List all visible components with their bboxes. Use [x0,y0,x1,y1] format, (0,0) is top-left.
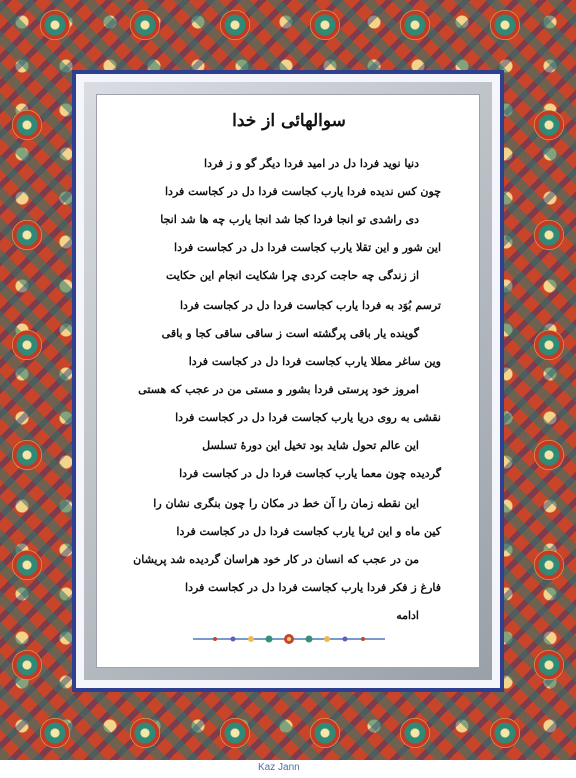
poem-page [96,94,480,668]
poem-line: چون کس ندیده فردا یارب کجاست فردا دل در کجاست فردا [165,185,441,198]
poem-line: این عالم تحول شاید بود تخیل این دورهٔ تسلسل [202,439,419,452]
floral-ornament-icon [534,330,564,360]
poem-line: ترسم بُوَد به فردا یارب کجاست فردا دل در کجاست فردا [179,299,441,312]
floral-ornament-icon [220,10,250,40]
poem-line: امروز خود پرستی فردا بشور و مستی من در عجب که هستی [138,383,419,396]
floral-ornament-icon [534,440,564,470]
floral-ornament-icon [220,718,250,748]
poem-line: من در عجب که انسان در کار خود هراسان گردیده شد پریشان [133,553,419,566]
artist-credit: Kaz Jann [258,762,300,773]
floral-ornament-icon [490,718,520,748]
poem-line: گردیده چون معما یارب کجاست فردا دل در کجاست فردا [179,467,441,480]
poem-line: از زندگی چه حاجت کردی چرا شکایت انجام این حکایت [165,269,419,282]
poem-line: این نقطه زمان را آن خط در مکان را چون بنگری نشان را [153,497,419,510]
poem-line: وین ساغر مطلا یارب کجاست فردا دل در کجاست فردا [188,355,441,368]
poem-line: نقشی به روی دریا یارب کجاست فردا دل در کجاست فردا [175,411,441,424]
floral-ornament-icon [40,718,70,748]
poem-title: سوالهائی از خدا [232,111,346,131]
floral-ornament-icon [130,10,160,40]
poem-line: کین ماه و این ثریا یارب کجاست فردا دل در کجاست فردا [176,525,441,538]
poem-line: فارغ ز فکر فردا یارب کجاست فردا دل در کجاست فردا [185,581,441,594]
floral-ornament-icon [12,110,42,140]
floral-ornament-icon [490,10,520,40]
floral-ornament-icon [310,10,340,40]
continue-label: ادامه [396,609,419,622]
poem-line: دی راشدی تو انجا فردا کجا شد انجا یارب چه ها شد انجا [160,213,419,226]
floral-ornament-icon [534,220,564,250]
floral-ornament-icon [310,718,340,748]
floral-ornament-icon [12,440,42,470]
poem-line: این شور و این تقلا یارب کجاست فردا دل در کجاست فردا [174,241,441,254]
poem-line: گوینده یار باقی پرگشته است ز ساقی ساقی کجا و باقی [161,327,419,340]
floral-ornament-icon [12,650,42,680]
floral-divider-icon [189,631,389,647]
poem-line: دنیا نوید فردا دل در امید فردا دیگر گو و ز فردا [204,157,419,170]
floral-ornament-icon [130,718,160,748]
floral-ornament-icon [400,10,430,40]
floral-ornament-icon [12,550,42,580]
floral-ornament-icon [40,10,70,40]
floral-ornament-icon [534,650,564,680]
floral-ornament-icon [12,220,42,250]
floral-ornament-icon [534,110,564,140]
floral-ornament-icon [12,330,42,360]
floral-ornament-icon [534,550,564,580]
floral-ornament-icon [400,718,430,748]
